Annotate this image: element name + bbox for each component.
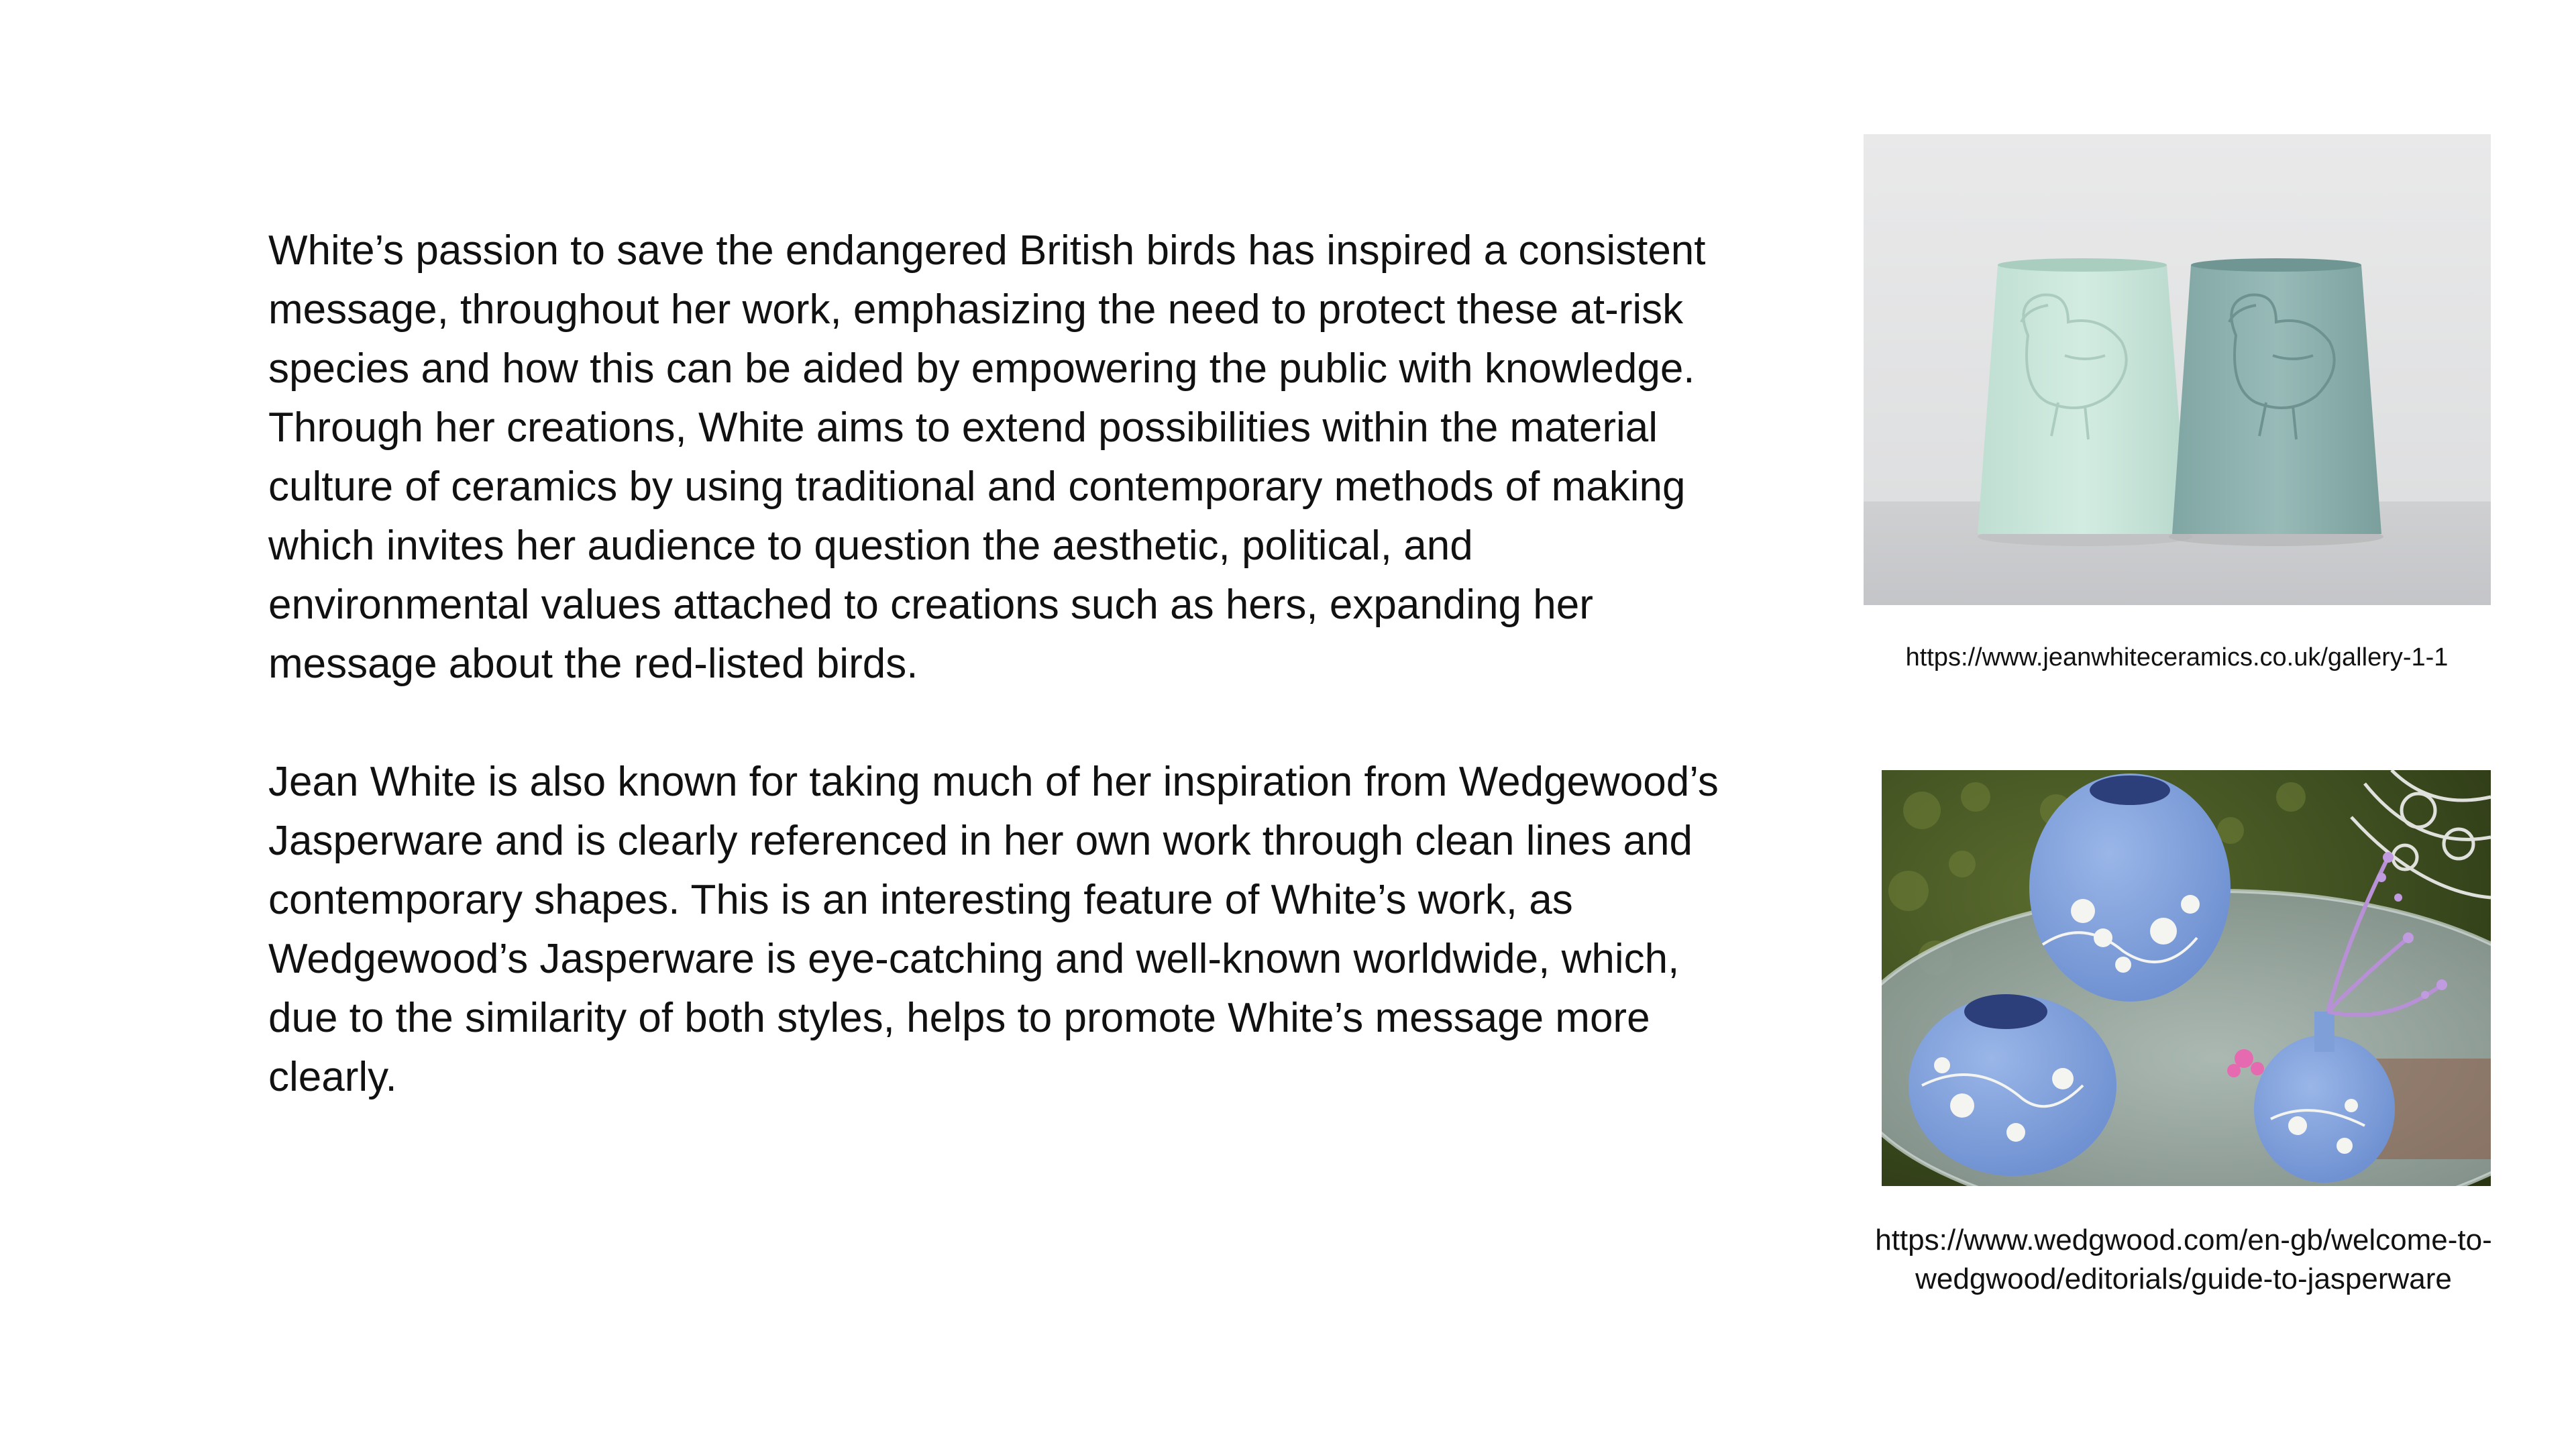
body-text [268, 221, 1724, 1107]
jasperware-vases-image [1882, 770, 2491, 1186]
dodo-vessels-image [1864, 134, 2491, 605]
image-2-caption: https://www.wedgwood.com/en-gb/welcome-to-wedgwood/editorials/guide-to-jasperware [1875, 1224, 2492, 1295]
paragraph-2: Jean White is also known for taking much of her inspiration from Wedgewood’s Jasperware and is clearly referenced in her own work through clean lines and contemporary shapes. This is an interesting feature of White’s work, as Wedgewood’s Jasperware is eye-catching and well-known worldwide, which, due to the similarity of both styles, helps to promote White’s message more clearly. [268, 759, 1719, 1100]
image-1-caption: https://www.jeanwhiteceramics.co.uk/gallery-1-1 [1905, 643, 2449, 672]
paragraph-1: White’s passion to save the endangered British birds has inspired a consistent message, throughout her work, emphasizing the need to protect these at-risk species and how this can be aided by empowering the public with knowledge. Through her creations, White aims to extend possibilities within the material culture of ceramics by using traditional and contemporary methods of making which invites her audience to question the aesthetic, political, and environmental values attached to creations such as hers, expanding her message about the red-listed birds. [268, 227, 1706, 687]
